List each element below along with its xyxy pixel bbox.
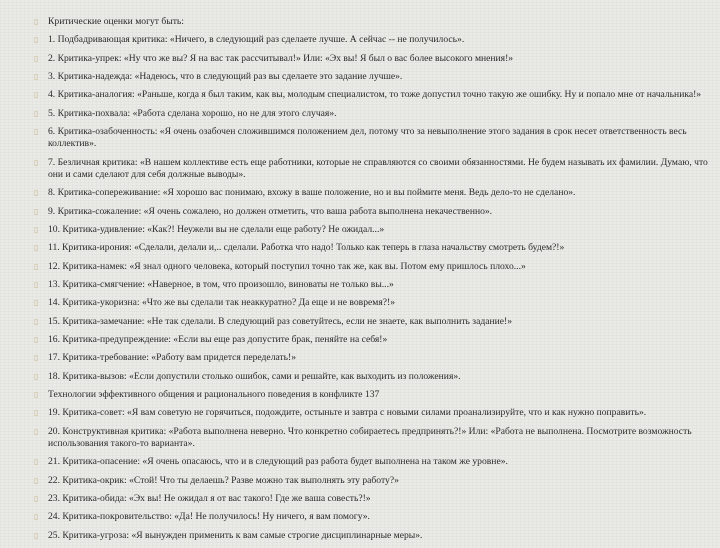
bullet-marker-icon: ▯ — [34, 188, 39, 198]
list-item-text: 18. Критика-вызов: «Если допустили столько ошибок, сами и решайте, как выходить из положения». — [48, 370, 461, 382]
list-item-text: 3. Критика-надежда: «Надеюсь, что в следующий раз вы сделаете это задание лучше». — [48, 71, 403, 83]
list-item-text: 20. Конструктивная критика: «Работа выполнена неверно. Что конкретно собираетесь предпринять?!» Или: «Работа не выполнена. Посмотрите возможность использования такого-то варианта». — [48, 425, 692, 449]
list-item — [34, 407, 710, 419]
list-item — [34, 352, 710, 364]
bullet-marker-icon: ▯ — [34, 90, 39, 100]
list-item — [34, 426, 710, 450]
list-item — [34, 261, 710, 273]
bullet-marker-icon: ▯ — [34, 243, 39, 253]
list-item — [34, 157, 710, 181]
list-item — [34, 279, 710, 291]
list-item-text: Технологии эффективного общения и рационального поведения в конфликте 137 — [48, 388, 380, 400]
bullet-marker-icon: ▯ — [34, 457, 39, 467]
bullet-marker-icon: ▯ — [34, 475, 39, 485]
list-item-text: 4. Критика-аналогия: «Раньше, когда я был таким, как вы, молодым специалистом, то тоже допустил точно такую же ошибку. Ну и попало мне от начальника!» — [48, 89, 702, 101]
bullet-marker-icon: ▯ — [34, 334, 39, 344]
bullet-marker-icon: ▯ — [34, 53, 39, 63]
list-item — [34, 297, 710, 309]
list-item-text: 7. Безличная критика: «В нашем коллективе есть еще работники, которые не справляются со своими обязанностями. Не будем называть их фамилии. Думаю, что они и сами сделают для себя должные выводы». — [48, 156, 708, 180]
bullet-marker-icon: ▯ — [34, 261, 39, 271]
list-item — [34, 371, 710, 383]
bullet-marker-icon: ▯ — [34, 298, 39, 308]
bullet-marker-icon: ▯ — [34, 206, 39, 216]
bullet-marker-icon: ▯ — [34, 279, 39, 289]
bullet-marker-icon: ▯ — [34, 35, 39, 45]
list-item-text: 14. Критика-укоризна: «Что же вы сделали так неаккуратно? Да еще и не вовремя?!» — [48, 297, 396, 309]
list-item-text: 15. Критика-замечание: «Не так сделали. В следующий раз советуйтесь, если не знаете, как выполнить задание!» — [48, 315, 512, 327]
list-item — [34, 511, 710, 523]
bullet-marker-icon: ▯ — [34, 371, 39, 381]
bullet-marker-icon: ▯ — [34, 408, 39, 418]
list-item — [34, 334, 710, 346]
list-item — [34, 389, 710, 401]
bullet-marker-icon: ▯ — [34, 389, 39, 399]
list-item-text: 9. Критика-сожаление: «Я очень сожалею, но должен отметить, что ваша работа выполнена некачественно». — [48, 205, 493, 217]
list-item — [34, 108, 710, 120]
list-item-text: 16. Критика-предупреждение: «Если вы еще раз допустите брак, пеняйте на себя!» — [48, 333, 388, 345]
bullet-marker-icon: ▯ — [34, 17, 39, 26]
list-item — [34, 493, 710, 505]
bullet-list — [34, 16, 710, 542]
list-item-text: 1. Подбадривающая критика: «Ничего, в следующий раз сделаете лучше. А сейчас -- не получилось». — [48, 34, 465, 46]
list-item — [34, 475, 710, 487]
list-item-text: Критические оценки могут быть: — [48, 16, 184, 27]
list-item-text: 13. Критика-смягчение: «Наверное, в том, что произошло, виноваты не только вы...» — [48, 278, 394, 290]
list-item — [34, 16, 710, 28]
list-item-text: 12. Критика-намек: «Я знал одного человека, который поступил точно так же, как вы. Потом ему пришлось плохо...» — [48, 260, 526, 272]
bullet-marker-icon: ▯ — [34, 157, 39, 167]
bullet-marker-icon: ▯ — [34, 353, 39, 363]
list-item-text: 23. Критика-обида: «Эх вы! Не ожидал я от вас такого! Где же ваша совесть?!» — [48, 492, 371, 504]
list-item — [34, 316, 710, 328]
bullet-marker-icon: ▯ — [34, 224, 39, 234]
slide-content — [34, 16, 710, 548]
list-item — [34, 71, 710, 83]
list-item — [34, 126, 710, 150]
bullet-marker-icon: ▯ — [34, 108, 39, 118]
bullet-marker-icon: ▯ — [34, 316, 39, 326]
list-item-text: 19. Критика-совет: «Я вам советую не горячиться, подождите, остыньте и завтра с новыми силами проанализируйте, что и как нужно поправить». — [48, 407, 647, 419]
list-item-text: 21. Критика-опасение: «Я очень опасаюсь, что и в следующий раз работа будет выполнена на таком же уровне». — [48, 456, 508, 468]
list-item-text: 2. Критика-упрек: «Ну что же вы? Я на вас так рассчитывал!» Или: «Эх вы! Я был о вас более высокого мнения!» — [48, 52, 514, 64]
list-item-text: 25. Критика-угроза: «Я вынужден применить к вам самые строгие дисциплинарные меры». — [48, 529, 423, 541]
bullet-marker-icon: ▯ — [34, 72, 39, 82]
list-item-text: 24. Критика-покровительство: «Да! Не получилось! Ну ничего, я вам помогу». — [48, 511, 370, 523]
list-item-text: 8. Критика-сопереживание: «Я хорошо вас понимаю, вхожу в ваше положение, но и вы поймите меня. Ведь дело-то не сделано». — [48, 187, 576, 199]
list-item-text: 10. Критика-удивление: «Как?! Неужели вы не сделали еще работу? Не ожидал...» — [48, 223, 385, 235]
list-item — [34, 206, 710, 218]
bullet-marker-icon: ▯ — [34, 493, 39, 503]
list-item — [34, 187, 710, 199]
bullet-marker-icon: ▯ — [34, 426, 39, 436]
list-item-text: 22. Критика-окрик: «Стой! Что ты делаешь? Разве можно так выполнять эту работу?» — [48, 474, 399, 486]
list-item-text: 6. Критика-озабоченность: «Я очень озабочен сложившимся положением дел, потому что за невыполнение этого задания в срок несет ответственность весь коллектив». — [48, 126, 687, 150]
bullet-marker-icon: ▯ — [34, 512, 39, 522]
list-item — [34, 224, 710, 236]
list-item — [34, 242, 710, 254]
list-item — [34, 456, 710, 468]
bullet-marker-icon: ▯ — [34, 530, 39, 540]
list-item — [34, 34, 710, 46]
bullet-marker-icon: ▯ — [34, 127, 39, 137]
list-item — [34, 53, 710, 65]
list-item-text: 11. Критика-ирония: «Сделали, делали и,.. сделали. Работка что надо! Только как теперь в глаза начальству смотреть будем?!» — [48, 242, 565, 254]
list-item-text: 5. Критика-похвала: «Работа сделана хорошо, но не для этого случая». — [48, 107, 337, 119]
list-item — [34, 89, 710, 101]
list-item-text: 17. Критика-требование: «Работу вам придется переделать!» — [48, 352, 297, 364]
